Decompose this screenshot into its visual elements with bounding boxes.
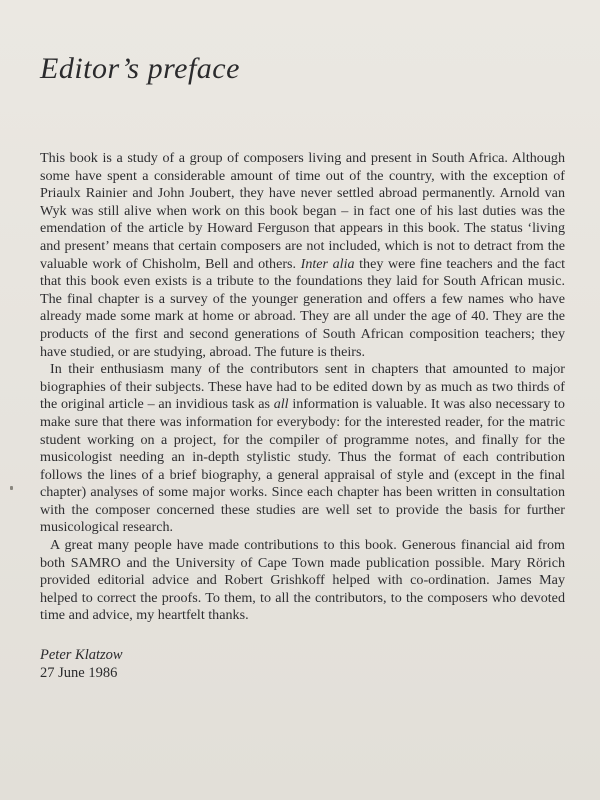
paragraph-1 xyxy=(40,150,565,361)
paragraph-2-italic-all: all xyxy=(273,396,289,413)
page-speck xyxy=(10,486,13,490)
paragraph-2 xyxy=(40,361,565,537)
paragraph-2-text-a: In their enthusiasm many of the contributors sent in chapters that amounted to major biographies of their subjects. These have had to be edited down by as much as two thirds of the original article – an invidious task as xyxy=(40,361,565,413)
paragraph-3 xyxy=(40,537,565,625)
paragraph-3-text: A great many people have made contributions to this book. Generous financial aid from both SAMRO and the University of Cape Town made publication possible. Mary Rörich provided editorial advice and Robert Grishkoff helped with co-ordination. James May helped to correct the proofs. To them, to all the contributors, to the composers who devoted time and advice, my heartfelt thanks. xyxy=(40,537,565,624)
paragraph-2-text-b: information is valuable. It was also necessary to make sure that there was information for everybody: for the interested reader, for the matric student working on a project, for the compiler of programme notes, and finally for the musicologist needing an in-depth stylistic study. Thus the format of each contribution follows the lines of a brief biography, a general appraisal of style and (except in the final chapter) analyses of some major works. Since each chapter has been written in consultation with the composer concerned these studies are well set to provide the basis for further musicological research. xyxy=(40,396,565,536)
signature-block xyxy=(40,646,123,682)
paragraph-1-text-a: This book is a study of a group of composers living and present in South Africa. Although some have spent a considerable amount of time out of the country, with the exception of Priaulx Rainier and John Joubert, they have never settled abroad permanently. Arnold van Wyk was still alive when work on this book began – in fact one of his last duties was the emendation of the article by Howard Ferguson that appears in this book. The status ‘living and present’ means that certain composers are not included, which is not to detract from the valuable work of Chisholm, Bell and others. xyxy=(40,150,565,272)
paragraph-1-italic-inter-alia: Inter alia xyxy=(300,255,355,272)
paragraph-1-text-b: they were fine teachers and the fact that this book even exists is a tribute to the foundations they laid for South African music. The final chapter is a survey of the younger generation and offers a few names who have already made some mark at home or abroad. They are all under the age of 40. They are the products of the first and second generations of South African composition teachers; they have studied, or are studying, abroad. The future is theirs. xyxy=(40,255,565,360)
signature-date: 27 June 1986 xyxy=(40,665,118,681)
page-title: Editor’s preface xyxy=(40,52,240,85)
preface-body xyxy=(40,150,565,625)
signature-name: Peter Klatzow xyxy=(40,647,123,663)
